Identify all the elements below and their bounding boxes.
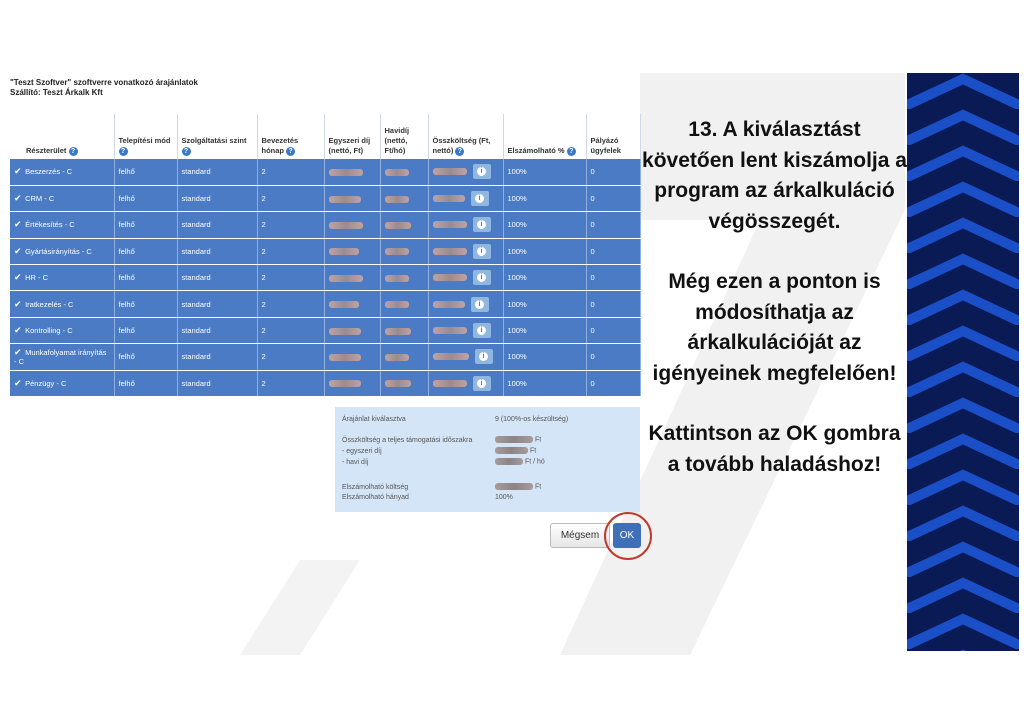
cell-clients: 0 — [586, 212, 640, 238]
cell-mode: felhő — [114, 238, 177, 264]
cell-months: 2 — [257, 265, 324, 291]
cell-total — [428, 265, 503, 291]
cell-total — [428, 291, 503, 317]
cell-months: 2 — [257, 291, 324, 317]
table-row[interactable] — [10, 185, 640, 211]
checkmark-icon[interactable]: ✔ — [14, 193, 22, 204]
cell-eligible: 100% — [503, 159, 586, 185]
cell-area — [10, 212, 114, 238]
redacted-value — [433, 274, 467, 281]
info-icon: i — [479, 352, 488, 361]
cell-months: 2 — [257, 159, 324, 185]
cell-mode: felhő — [114, 185, 177, 211]
redacted-value — [385, 301, 409, 308]
summary-eligible-ratio-label: Elszámolható hányad — [342, 494, 409, 501]
cell-level: standard — [177, 370, 257, 396]
info-icon: i — [475, 194, 484, 203]
cell-clients: 0 — [586, 238, 640, 264]
info-icon: i — [477, 326, 486, 335]
redacted-value — [329, 222, 363, 229]
cell-total — [428, 212, 503, 238]
redacted-value — [385, 328, 411, 335]
checkmark-icon[interactable]: ✔ — [14, 325, 22, 336]
cell-months: 2 — [257, 212, 324, 238]
cell-eligible: 100% — [503, 185, 586, 211]
quote-header — [10, 78, 198, 98]
cell-eligible: 100% — [503, 265, 586, 291]
instruction-action: Kattintson az OK gombra a tovább haladáshoz! — [648, 422, 901, 476]
cell-months: 2 — [257, 317, 324, 343]
cell-monthly — [380, 238, 428, 264]
redacted-value — [495, 447, 528, 454]
cell-mode: felhő — [114, 344, 177, 370]
cell-monthly — [380, 370, 428, 396]
redacted-value — [385, 222, 411, 229]
cell-monthly — [380, 185, 428, 211]
summary-eligible-cost-unit: Ft — [534, 483, 542, 491]
redacted-value — [329, 328, 361, 335]
summary-eligible-cost-label: Elszámolható költség — [342, 484, 409, 491]
redacted-value — [433, 195, 465, 202]
info-button[interactable] — [471, 297, 489, 312]
redacted-value — [385, 354, 409, 361]
cell-total — [428, 238, 503, 264]
checkmark-icon[interactable]: ✔ — [14, 346, 22, 357]
checkmark-icon[interactable]: ✔ — [14, 298, 22, 309]
table-row[interactable] — [10, 344, 640, 370]
cell-area — [10, 265, 114, 291]
cell-months: 2 — [257, 238, 324, 264]
quote-table — [10, 114, 641, 397]
cell-eligible: 100% — [503, 291, 586, 317]
checkmark-icon[interactable]: ✔ — [14, 245, 22, 256]
cell-mode: felhő — [114, 370, 177, 396]
cell-level: standard — [177, 344, 257, 370]
cell-mode: felhő — [114, 291, 177, 317]
help-icon[interactable]: ? — [69, 147, 78, 156]
redacted-value — [329, 248, 359, 255]
cell-level: standard — [177, 317, 257, 343]
summary-eligible-ratio-value: 100% — [495, 494, 513, 501]
cell-clients: 0 — [586, 370, 640, 396]
col-header-level: Szolgáltatási szint ? — [177, 114, 257, 159]
summary-monthly-label: - havi díj — [342, 459, 369, 466]
cell-mode: felhő — [114, 317, 177, 343]
table-row[interactable] — [10, 159, 640, 185]
info-button[interactable] — [473, 217, 491, 232]
help-icon[interactable]: ? — [119, 147, 128, 156]
redacted-value — [433, 248, 467, 255]
info-icon: i — [477, 220, 486, 229]
cell-total — [428, 317, 503, 343]
cell-total — [428, 370, 503, 396]
info-button[interactable] — [473, 164, 491, 179]
redacted-value — [385, 169, 409, 176]
redacted-value — [329, 301, 359, 308]
col-header-eligible: Elszámolható % ? — [503, 114, 586, 159]
highlight-circle — [604, 512, 652, 560]
redacted-value — [495, 483, 533, 490]
area-name: Pénzügy - C — [25, 378, 67, 388]
info-icon: i — [477, 247, 486, 256]
info-icon: i — [477, 167, 486, 176]
col-header-mode: Telepítési mód ? — [114, 114, 177, 159]
cell-area — [10, 185, 114, 211]
table-row[interactable] — [10, 291, 640, 317]
help-icon[interactable]: ? — [182, 147, 191, 156]
cell-months: 2 — [257, 344, 324, 370]
cell-monthly — [380, 291, 428, 317]
cell-oneoff — [324, 212, 380, 238]
instruction-step: 13. A kiválasztást követően lent kiszámolja a program az árkalkuláció végösszegét. — [642, 118, 907, 233]
cell-total — [428, 344, 503, 370]
redacted-value — [495, 458, 523, 465]
cell-eligible: 100% — [503, 344, 586, 370]
col-header-area: Részterület ? — [10, 114, 114, 159]
area-name: CRM - C — [25, 194, 55, 204]
info-icon: i — [475, 300, 484, 309]
cell-oneoff — [324, 370, 380, 396]
summary-oneoff-unit: Ft — [529, 447, 537, 455]
redacted-value — [433, 221, 467, 228]
info-button[interactable] — [473, 376, 491, 391]
supplier-name: Szállító: Teszt Árkalk Kft — [10, 88, 103, 97]
checkmark-icon[interactable]: ✔ — [14, 166, 22, 177]
cell-area — [10, 344, 114, 370]
cell-level: standard — [177, 238, 257, 264]
redacted-value — [433, 380, 467, 387]
cell-eligible: 100% — [503, 212, 586, 238]
ok-button[interactable]: OK — [613, 523, 641, 548]
cell-clients: 0 — [586, 185, 640, 211]
cell-oneoff — [324, 185, 380, 211]
summary-oneoff-label: - egyszeri díj — [342, 448, 382, 455]
cell-level: standard — [177, 212, 257, 238]
redacted-value — [433, 327, 467, 334]
help-icon[interactable]: ? — [455, 147, 464, 156]
summary-monthly-unit: Ft / hó — [524, 458, 545, 466]
summary-selected-label: Árajánlat kiválasztva — [342, 416, 406, 423]
summary-panel — [335, 407, 640, 512]
cell-area — [10, 291, 114, 317]
cell-months: 2 — [257, 370, 324, 396]
cell-mode: felhő — [114, 265, 177, 291]
cell-level: standard — [177, 265, 257, 291]
info-button[interactable] — [473, 270, 491, 285]
checkmark-icon[interactable]: ✔ — [14, 219, 22, 230]
cell-eligible: 100% — [503, 317, 586, 343]
redacted-value — [433, 301, 465, 308]
cell-clients: 0 — [586, 265, 640, 291]
cell-oneoff — [324, 344, 380, 370]
cell-area — [10, 238, 114, 264]
redacted-value — [385, 275, 409, 282]
cell-monthly — [380, 265, 428, 291]
col-header-total: Összköltség (Ft, nettó) ? — [428, 114, 503, 159]
summary-total-label: Összköltség a teljes támogatási időszakra — [342, 437, 473, 444]
table-row[interactable] — [10, 265, 640, 291]
table-header-row — [10, 114, 640, 159]
cell-eligible: 100% — [503, 238, 586, 264]
info-button[interactable] — [475, 349, 493, 364]
col-header-monthly: Havidíj (nettó, Ft/hó) — [380, 114, 428, 159]
cell-level: standard — [177, 291, 257, 317]
cell-total — [428, 159, 503, 185]
area-name: HR - C — [25, 273, 49, 283]
quote-title: "Teszt Szoftver" szoftverre vonatkozó árajánlatok — [10, 78, 198, 87]
cell-monthly — [380, 212, 428, 238]
cell-monthly — [380, 317, 428, 343]
col-header-months: Bevezetés hónap ? — [257, 114, 324, 159]
cell-oneoff — [324, 291, 380, 317]
info-icon: i — [477, 273, 486, 282]
help-icon[interactable]: ? — [567, 147, 576, 156]
instruction-text — [642, 115, 907, 480]
cell-area — [10, 370, 114, 396]
cancel-button[interactable]: Mégsem — [550, 523, 610, 548]
chevron-stripe-decoration — [907, 73, 1019, 651]
cell-level: standard — [177, 185, 257, 211]
cell-mode: felhő — [114, 212, 177, 238]
info-button[interactable] — [473, 244, 491, 259]
cell-level: standard — [177, 159, 257, 185]
summary-total-unit: Ft — [534, 436, 542, 444]
area-name: Értékesítés - C — [25, 220, 75, 230]
redacted-value — [433, 168, 467, 175]
cell-months: 2 — [257, 185, 324, 211]
cell-eligible: 100% — [503, 370, 586, 396]
redacted-value — [329, 354, 361, 361]
redacted-value — [385, 196, 409, 203]
info-button[interactable] — [471, 191, 489, 206]
cell-monthly — [380, 344, 428, 370]
redacted-value — [329, 275, 363, 282]
area-name: Iratkezelés - C — [25, 299, 74, 309]
cell-oneoff — [324, 265, 380, 291]
cell-area — [10, 159, 114, 185]
redacted-value — [385, 380, 411, 387]
redacted-value — [495, 436, 533, 443]
cell-oneoff — [324, 317, 380, 343]
cell-mode: felhő — [114, 159, 177, 185]
info-icon: i — [477, 379, 486, 388]
redacted-value — [385, 248, 409, 255]
cell-oneoff — [324, 238, 380, 264]
instruction-note: Még ezen a ponton is módosíthatja az árkalkulációját az igényeinek megfelelően! — [652, 270, 897, 385]
summary-selected-value: 9 (100%-os készültség) — [495, 416, 569, 423]
area-name: Beszerzés - C — [25, 167, 73, 177]
table-row[interactable] — [10, 317, 640, 343]
cell-oneoff — [324, 159, 380, 185]
table-row[interactable] — [10, 212, 640, 238]
cell-clients: 0 — [586, 291, 640, 317]
cell-clients: 0 — [586, 317, 640, 343]
col-header-oneoff: Egyszeri díj (nettó, Ft) — [324, 114, 380, 159]
checkmark-icon[interactable]: ✔ — [14, 272, 22, 283]
redacted-value — [329, 380, 361, 387]
table-row[interactable] — [10, 238, 640, 264]
redacted-value — [329, 196, 361, 203]
checkmark-icon[interactable]: ✔ — [14, 377, 22, 388]
cell-clients: 0 — [586, 159, 640, 185]
area-name: Kontrolling - C — [25, 326, 73, 336]
cell-monthly — [380, 159, 428, 185]
redacted-value — [329, 169, 363, 176]
cell-clients: 0 — [586, 344, 640, 370]
table-row[interactable] — [10, 370, 640, 396]
redacted-value — [433, 353, 469, 360]
area-name: Gyártásirányítás - C — [25, 246, 92, 256]
area-name: Munkafolyamat irányítás - C — [14, 347, 107, 366]
cell-total — [428, 185, 503, 211]
info-button[interactable] — [473, 323, 491, 338]
cell-area — [10, 317, 114, 343]
col-header-clients: Pályázó ügyfelek — [586, 114, 640, 159]
help-icon[interactable]: ? — [286, 147, 295, 156]
